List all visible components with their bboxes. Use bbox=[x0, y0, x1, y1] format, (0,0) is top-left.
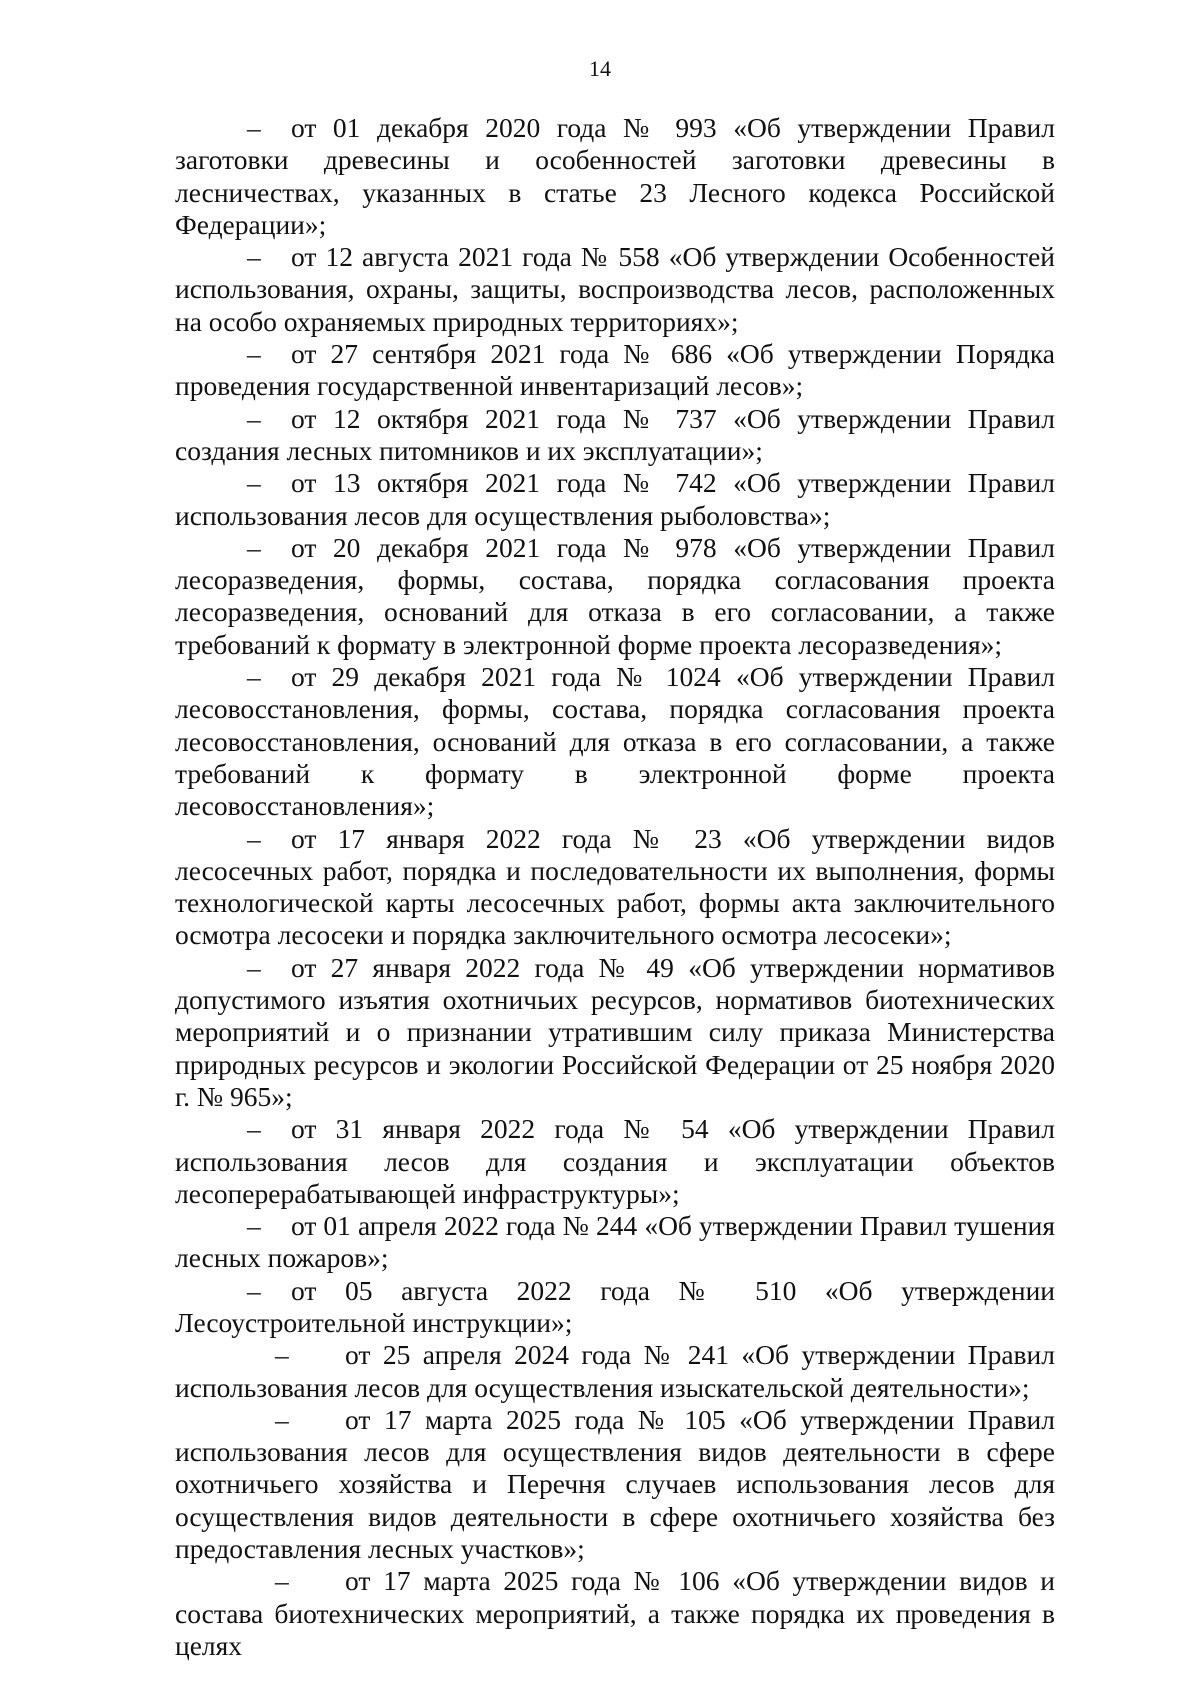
list-item-paragraph bbox=[175, 532, 1055, 661]
list-item bbox=[175, 661, 1055, 822]
list-item-text: от 17 января 2022 года № 23 «Об утверждении видов лесосечных работ, порядка и последовательности их выполнения, формы технологической карты лесосечных работ, формы акта заключительного осмотра лесосеки и порядка заключительного осмотра лесосеки»; bbox=[175, 822, 1055, 951]
list-item-paragraph bbox=[175, 241, 1055, 338]
list-item-text: от 20 декабря 2021 года № 978 «Об утверждении Правил лесоразведения, формы, состава, порядка согласования проекта лесоразведения, оснований для отказа в его согласовании, а также требований к формату в электронной форме проекта лесоразведения»; bbox=[175, 531, 1055, 660]
list-item bbox=[175, 467, 1055, 532]
dash-marker: – bbox=[247, 241, 261, 273]
list-item-paragraph bbox=[175, 1275, 1055, 1340]
list-item-paragraph bbox=[175, 1404, 1055, 1565]
dash-marker: – bbox=[247, 402, 261, 434]
dash-marker: – bbox=[247, 1274, 261, 1306]
dash-marker: – bbox=[275, 1403, 289, 1435]
page-number: 14 bbox=[589, 56, 611, 81]
dash-marker: – bbox=[247, 822, 261, 854]
list-item-paragraph bbox=[175, 403, 1055, 468]
regulation-list bbox=[175, 112, 1055, 1662]
list-item-text: от 29 декабря 2021 года № 1024 «Об утверждении Правил лесовосстановления, формы, состава, порядка согласования проекта лесовосстановления, оснований для отказа в его согласовании, а также требований к формату в электронной форме проекта лесовосстановления»; bbox=[175, 661, 1055, 822]
list-item bbox=[175, 952, 1055, 1113]
list-item bbox=[175, 403, 1055, 468]
list-item-text: от 27 сентября 2021 года № 686 «Об утверждении Порядка проведения государственной инвентаризаций лесов»; bbox=[175, 338, 1055, 402]
list-item-text: от 05 августа 2022 года № 510 «Об утверждении Лесоустроительной инструкции»; bbox=[175, 1274, 1055, 1338]
list-item bbox=[175, 112, 1055, 241]
dash-marker: – bbox=[275, 1565, 289, 1597]
list-item bbox=[175, 532, 1055, 661]
dash-marker: – bbox=[247, 1210, 261, 1242]
list-item-text: от 31 января 2022 года № 54 «Об утверждении Правил использования лесов для создания и эксплуатации объектов лесоперерабатывающей инфраструктуры»; bbox=[175, 1113, 1055, 1209]
list-item bbox=[175, 1565, 1055, 1662]
dash-marker: – bbox=[247, 1113, 261, 1145]
list-item-paragraph bbox=[175, 467, 1055, 532]
list-item-text: от 01 апреля 2022 года № 244 «Об утверждении Правил тушения лесных пожаров»; bbox=[175, 1210, 1055, 1274]
list-item bbox=[175, 823, 1055, 952]
list-item-paragraph bbox=[175, 112, 1055, 241]
list-item-paragraph bbox=[175, 338, 1055, 403]
list-item bbox=[175, 1339, 1055, 1404]
list-item-paragraph bbox=[175, 1210, 1055, 1275]
dash-marker: – bbox=[247, 531, 261, 563]
list-item-text: от 12 августа 2021 года № 558 «Об утверждении Особенностей использования, охраны, защиты, воспроизводства лесов, расположенных на особо охраняемых природных территориях»; bbox=[175, 241, 1055, 337]
list-item-paragraph bbox=[175, 661, 1055, 822]
list-item-paragraph bbox=[175, 1113, 1055, 1210]
list-item-text: от 01 декабря 2020 года № 993 «Об утверждении Правил заготовки древесины и особенностей заготовки древесины в лесничествах, указанных в статье 23 Лесного кодекса Российской Федерации»; bbox=[175, 112, 1055, 240]
list-item bbox=[175, 1210, 1055, 1275]
list-item-paragraph bbox=[175, 1565, 1055, 1662]
dash-marker: – bbox=[247, 112, 261, 143]
dash-marker: – bbox=[247, 338, 261, 370]
dash-marker: – bbox=[247, 661, 261, 693]
list-item-text: от 17 марта 2025 года № 105 «Об утверждении Правил использования лесов для осуществления видов деятельности в сфере охотничьего хозяйства и Перечня случаев использования лесов для осуществления видов деятельности в сфере охотничьего хозяйства без предоставления лесных участков»; bbox=[175, 1403, 1055, 1565]
list-item bbox=[175, 338, 1055, 403]
list-item bbox=[175, 1275, 1055, 1340]
list-item-paragraph bbox=[175, 1339, 1055, 1404]
list-item-paragraph bbox=[175, 823, 1055, 952]
dash-marker: – bbox=[247, 467, 261, 499]
list-item-text: от 27 января 2022 года № 49 «Об утверждении нормативов допустимого изъятия охотничьих ресурсов, нормативов биотехнических мероприятий и о признании утратившим силу приказа Министерства природных ресурсов и экологии Российской Федерации от 25 ноября 2020 г. № 965»; bbox=[175, 951, 1055, 1112]
list-item-text: от 13 октября 2021 года № 742 «Об утверждении Правил использования лесов для осуществления рыболовства»; bbox=[175, 467, 1055, 531]
list-item-text: от 12 октября 2021 года № 737 «Об утверждении Правил создания лесных питомников и их эксплуатации»; bbox=[175, 402, 1055, 466]
list-item bbox=[175, 1404, 1055, 1565]
dash-marker: – bbox=[247, 951, 261, 983]
list-item-paragraph bbox=[175, 952, 1055, 1113]
list-item-text: от 17 марта 2025 года № 106 «Об утверждении видов и состава биотехнических мероприятий, а также порядка их проведения в целях bbox=[175, 1565, 1055, 1661]
list-item bbox=[175, 241, 1055, 338]
list-item bbox=[175, 1113, 1055, 1210]
list-item-text: от 25 апреля 2024 года № 241 «Об утверждении Правил использования лесов для осуществления изыскательской деятельности»; bbox=[175, 1339, 1055, 1403]
dash-marker: – bbox=[275, 1339, 289, 1371]
